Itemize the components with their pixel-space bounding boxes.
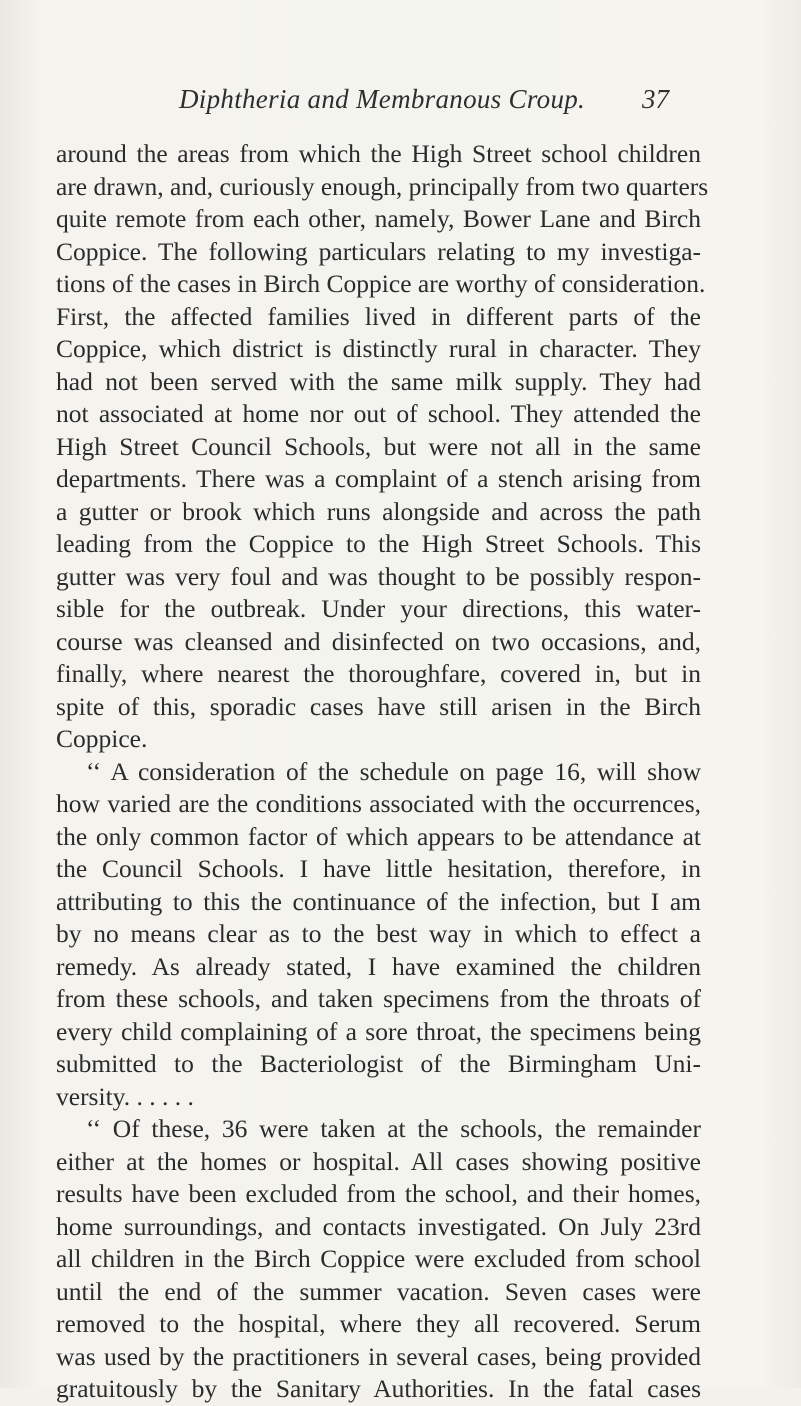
paragraph-end-line: Coppice. [56, 724, 148, 753]
text-line: gutter was very foul and was thought to be possibly respon- [56, 561, 701, 591]
text-line: every child complaining of a sore throat, the specimens being [56, 1016, 701, 1046]
text-line: quite remote from each other, namely, Bower Lane and Birch [56, 204, 701, 233]
text-line: finally, where nearest the thoroughfare, covered in, but in [56, 659, 701, 688]
text-line: removed to the hospital, where they all recovered. Serum [56, 1309, 701, 1338]
text-line: Coppice. The following particulars relating to my investiga- [56, 236, 701, 266]
text-line: home surroundings, and contacts investigated. On July 23rd [56, 1211, 701, 1241]
body-text [56, 138, 709, 1406]
text-line: was used by the practitioners in several cases, being provided [56, 1341, 701, 1371]
text-line: submitted to the Bacteriologist of the Birmingham Uni- [56, 1049, 701, 1078]
text-line: how varied are the conditions associated with the occurrences, [56, 789, 701, 818]
page-header [0, 84, 801, 124]
text-line: are drawn, and, curiously enough, principally from two quarters [56, 171, 709, 201]
text-line: tions of the cases in Birch Coppice are worthy of consideration. [56, 269, 706, 298]
text-line: a gutter or brook which runs alongside and across the path [56, 496, 701, 526]
paragraph-end-line: versity. . . . . . [56, 1081, 194, 1111]
text-line: all children in the Birch Coppice were excluded from school [56, 1244, 701, 1273]
paragraph-start-line: ‘‘ Of these, 36 were taken at the schools, the remainder [86, 1114, 701, 1143]
text-line: results have been excluded from the school, and their homes, [56, 1179, 701, 1208]
text-line: not associated at home nor out of school. They attended the [56, 399, 701, 428]
text-line: departments. There was a complaint of a stench arising from [56, 464, 701, 493]
text-line: attributing to this the continuance of the infection, but I am [56, 886, 701, 916]
text-line: around the areas from which the High Street school children [56, 139, 701, 168]
text-line: from these schools, and taken specimens from the throats of [56, 984, 701, 1013]
text-line: the Council Schools. I have little hesitation, therefore, in [56, 854, 701, 883]
text-line: High Street Council Schools, but were not all in the same [56, 431, 701, 461]
text-line: gratuitously by the Sanitary Authorities. In the fatal cases [56, 1374, 701, 1403]
text-line: sible for the outbreak. Under your directions, this water- [56, 594, 701, 623]
text-line: spite of this, sporadic cases have still arisen in the Birch [56, 691, 701, 721]
running-title: Diphtheria and Membranous Croup. [179, 84, 586, 114]
page-number: 37 [642, 84, 669, 114]
text-line: First, the affected families lived in different parts of the [56, 301, 701, 331]
text-line: by no means clear as to the best way in which to effect a [56, 919, 701, 948]
text-line: course was cleansed and disinfected on two occasions, and, [56, 626, 701, 656]
text-line: had not been served with the same milk supply. They had [56, 366, 701, 396]
text-line: the only common factor of which appears to be attendance at [56, 821, 701, 851]
text-line: until the end of the summer vacation. Seven cases were [56, 1276, 701, 1306]
text-line: remedy. As already stated, I have examined the children [56, 951, 701, 981]
text-line: either at the homes or hospital. All cases showing positive [56, 1146, 701, 1176]
text-line: Coppice, which district is distinctly rural in character. They [56, 334, 701, 363]
text-line: leading from the Coppice to the High Street Schools. This [56, 529, 701, 558]
paragraph-start-line: ‘‘ A consideration of the schedule on page 16, will show [86, 756, 701, 786]
